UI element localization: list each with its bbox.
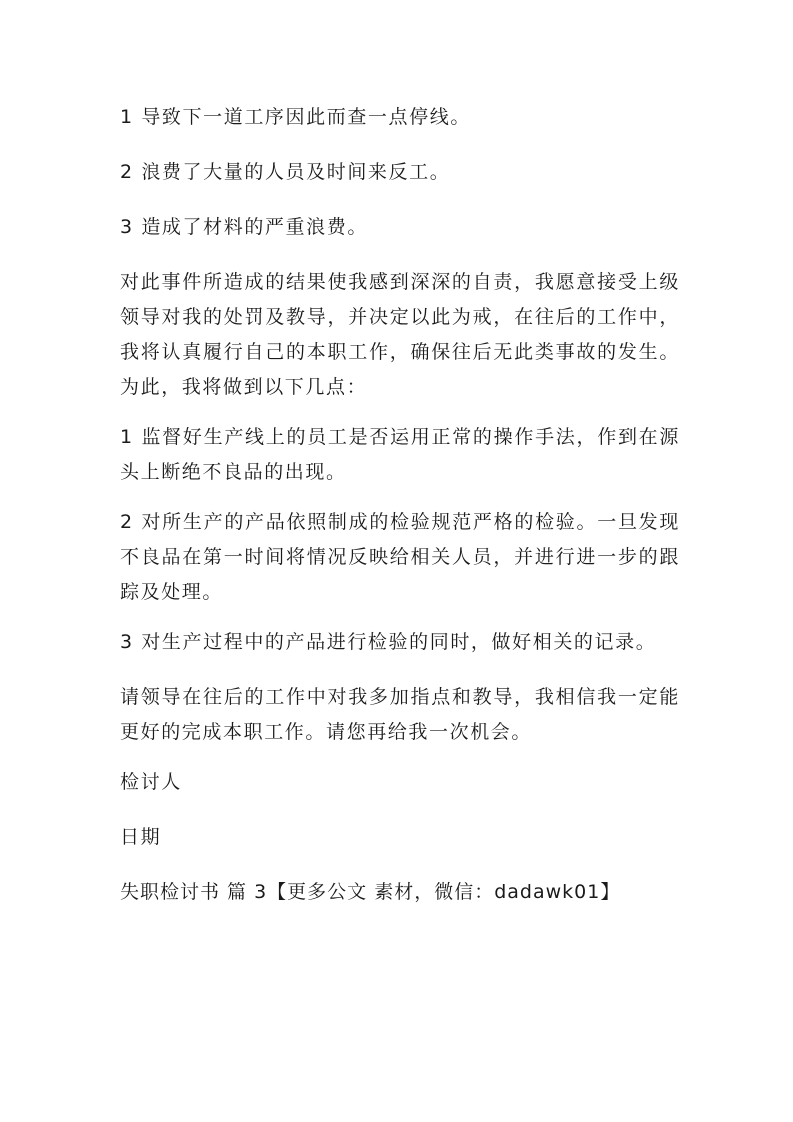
action-item-2: 2 对所生产的产品依照制成的检验规范严格的检验。一旦发现不良品在第一时间将情况反映给相关人员，并进行进一步的跟踪及处理。 xyxy=(120,511,680,603)
date-label: 日期 xyxy=(120,826,162,848)
next-section-heading: 失职检讨书 篇 3【更多公文 素材，微信：dadawk01】 xyxy=(120,881,621,903)
reflection-paragraph: 对此事件所造成的结果使我感到深深的自责，我愿意接受上级领导对我的处罚及教导，并决定以此为戒，在往后的工作中，我将认真履行自己的本职工作，确保往后无此类事故的发生。为此，我将做到以下几点： xyxy=(120,271,680,398)
action-item-3: 3 对生产过程中的产品进行检验的同时，做好相关的记录。 xyxy=(120,631,657,653)
consequence-item-3: 3 造成了材料的严重浪费。 xyxy=(120,216,368,238)
document-body xyxy=(120,100,680,930)
closing-paragraph: 请领导在往后的工作中对我多加指点和教导，我相信我一定能更好的完成本职工作。请您再给我一次机会。 xyxy=(120,686,680,743)
consequence-item-1: 1 导致下一道工序因此而查一点停线。 xyxy=(120,106,471,128)
signature-label: 检讨人 xyxy=(120,771,182,793)
consequence-item-2: 2 浪费了大量的人员及时间来反工。 xyxy=(120,161,451,183)
action-item-1: 1 监督好生产线上的员工是否运用正常的操作手法，作到在源头上断绝不良品的出现。 xyxy=(120,426,680,483)
